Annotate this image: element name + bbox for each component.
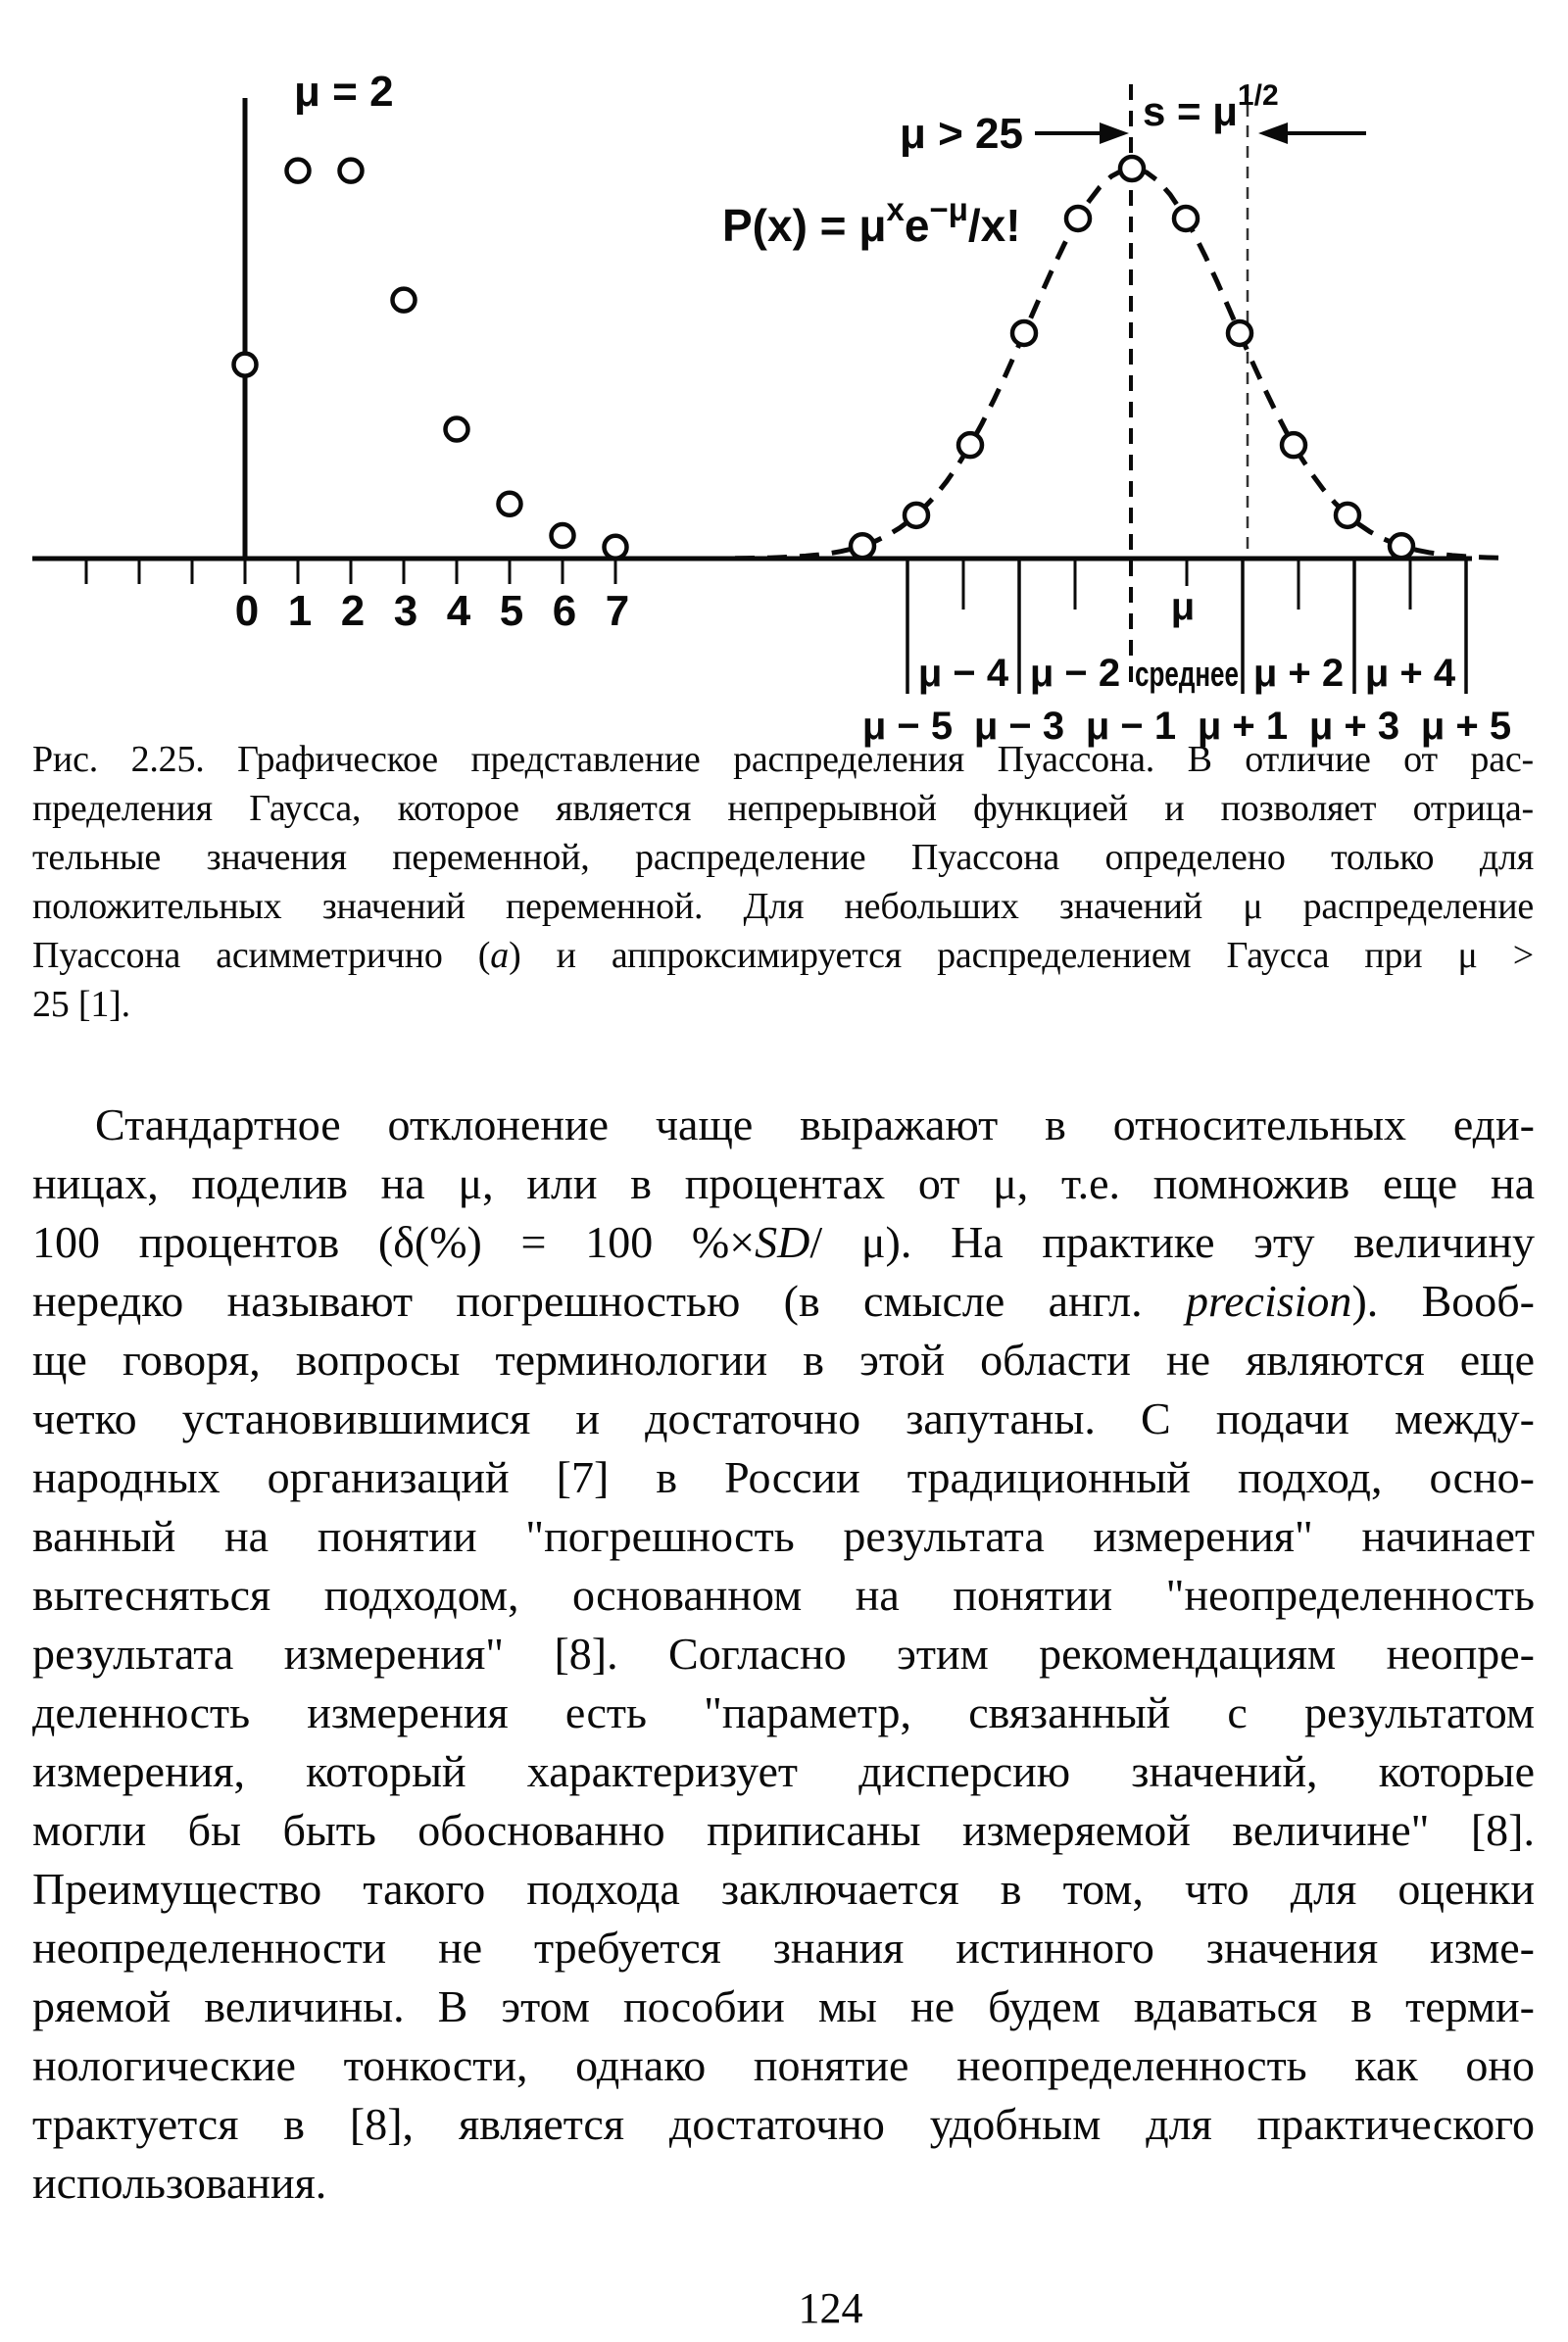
poisson-data-point [499, 493, 521, 515]
body-paragraph-line: нередко называют погрешностью (в смысле англ. precision). Вооб- [32, 1276, 1535, 1326]
sigma-range-label: μ − 2 [1029, 652, 1121, 695]
mean-symbol-label: μ [1170, 585, 1196, 628]
sigma-range-label: среднее [1135, 654, 1239, 694]
body-paragraph-line: трактуется в [8], является достаточно удобным для практического [32, 2099, 1535, 2149]
sigma-range-label: μ + 2 [1252, 652, 1345, 695]
gauss-panel [722, 79, 1511, 748]
figure-caption-line: 25 [1]. [32, 984, 130, 1025]
body-paragraph-line: Преимущество такого подхода заключается в том, что для оценки [32, 1864, 1535, 1914]
gauss-data-point [1336, 504, 1359, 527]
body-paragraph-line: результата измерения" [8]. Согласно этим рекомендациям неопре- [32, 1629, 1535, 1679]
body-paragraph-line: вытесняться подходом, основанном на понятии "неопределенность [32, 1570, 1535, 1620]
body-paragraph-line: измерения, который характеризует дисперсию значений, которые [32, 1746, 1535, 1796]
body-paragraph-line: нологические тонкости, однако понятие неопределенность как оно [32, 2040, 1535, 2090]
gauss-data-point [1066, 207, 1090, 230]
poisson-data-point [393, 289, 416, 312]
s-equals-sqrt-mu-label: $s = \mu^{1/2}$ [1143, 79, 1279, 134]
poisson-data-point [446, 418, 468, 441]
x-tick-label: 0 [234, 587, 260, 635]
body-paragraph-line: могли бы быть обоснованно приписаны измеряемой величине" [8]. [32, 1805, 1535, 1855]
x-tick-label: 3 [393, 587, 418, 635]
body-paragraph-line: использования. [32, 2158, 327, 2208]
gauss-data-point [1282, 433, 1305, 457]
x-tick-label: 5 [499, 587, 524, 635]
poisson-data-point [340, 160, 363, 182]
body-paragraph-line: четко установившимися и достаточно запутаны. С подачи между- [32, 1393, 1535, 1443]
x-tick-label: 1 [287, 587, 313, 635]
gauss-data-point [1228, 321, 1251, 345]
figure-caption-line: Пуассона асимметрично (а) и аппроксимируется распределением Гаусса при μ > [32, 935, 1534, 976]
x-tick-label: 7 [605, 587, 630, 635]
poisson-data-point [552, 524, 574, 547]
mu-equals-2-label: μ = 2 [294, 68, 394, 116]
body-paragraph-line: народных организаций [7] в России традиционный подход, осно- [32, 1452, 1535, 1502]
body-paragraph-line: 100 процентов (δ(%) = 100 %×SD/ μ). На практике эту величину [32, 1217, 1535, 1267]
figure-poisson-distribution [0, 0, 1568, 759]
poisson-data-point [605, 536, 627, 559]
body-paragraph [32, 1096, 1535, 2213]
sigma-odd-label: μ − 5 [861, 705, 954, 748]
figure-caption-line: пределения Гаусса, которое является непрерывной функцией и позволяет отрица- [32, 788, 1534, 829]
x-tick-label: 6 [552, 587, 577, 635]
page-number: 124 [798, 2284, 863, 2332]
x-tick-label: 4 [446, 587, 471, 635]
sigma-odd-label: μ + 3 [1308, 705, 1400, 748]
figure-caption [32, 735, 1534, 1029]
body-paragraph-line: ряемой величины. В этом пособии мы не будем вдаваться в терми- [32, 1981, 1535, 2031]
gauss-data-point [1120, 157, 1144, 180]
poisson-formula: $P(x) = \mu^xe^{-\mu}/x$! [722, 191, 1021, 251]
right-arrowhead-icon [1100, 122, 1129, 144]
body-paragraph-line: неопределенности не требуется знания истинного значения изме- [32, 1923, 1535, 1973]
figure-caption-line: тельные значения переменной, распределение Пуассона определено только для [32, 837, 1534, 878]
poisson-data-point [287, 160, 310, 182]
body-paragraph-line: ницах, поделив на μ, или в процентах от μ, т.е. помножив еще на [32, 1158, 1535, 1208]
sigma-range-label: μ + 4 [1364, 652, 1456, 695]
gauss-data-point [1012, 321, 1036, 345]
gauss-data-point [1390, 534, 1413, 558]
x-tick-label: 2 [340, 587, 366, 635]
body-paragraph-line: деленность измерения есть "параметр, связанный с результатом [32, 1687, 1535, 1737]
sigma-odd-label: μ + 5 [1420, 705, 1512, 748]
gauss-data-point [1174, 207, 1198, 230]
left-arrowhead-icon [1258, 122, 1288, 144]
body-paragraph-line: Стандартное отклонение чаще выражают в относительных еди- [95, 1099, 1535, 1149]
figure-caption-line: Рис. 2.25. Графическое представление распределения Пуассона. В отличие от рас- [32, 739, 1534, 780]
body-paragraph-line: ванный на понятии "погрешность результата измерения" начинает [32, 1511, 1535, 1561]
sigma-odd-label: μ − 1 [1085, 705, 1177, 748]
sigma-odd-label: μ + 1 [1197, 705, 1289, 748]
body-paragraph-line: ще говоря, вопросы терминологии в этой области не являются еще [32, 1335, 1535, 1385]
gauss-data-point [905, 504, 928, 527]
sigma-odd-label: μ − 3 [973, 705, 1065, 748]
mu-condition-label: μ > 25 [899, 110, 1023, 158]
poisson-panel [86, 68, 629, 635]
gauss-data-point [958, 433, 982, 457]
figure-svg [0, 0, 1568, 759]
sigma-range-label: μ − 4 [917, 652, 1009, 695]
gauss-data-point [851, 534, 874, 558]
figure-caption-line: положительных значений переменной. Для небольших значений μ распределение [32, 886, 1534, 927]
poisson-data-point [234, 354, 257, 376]
